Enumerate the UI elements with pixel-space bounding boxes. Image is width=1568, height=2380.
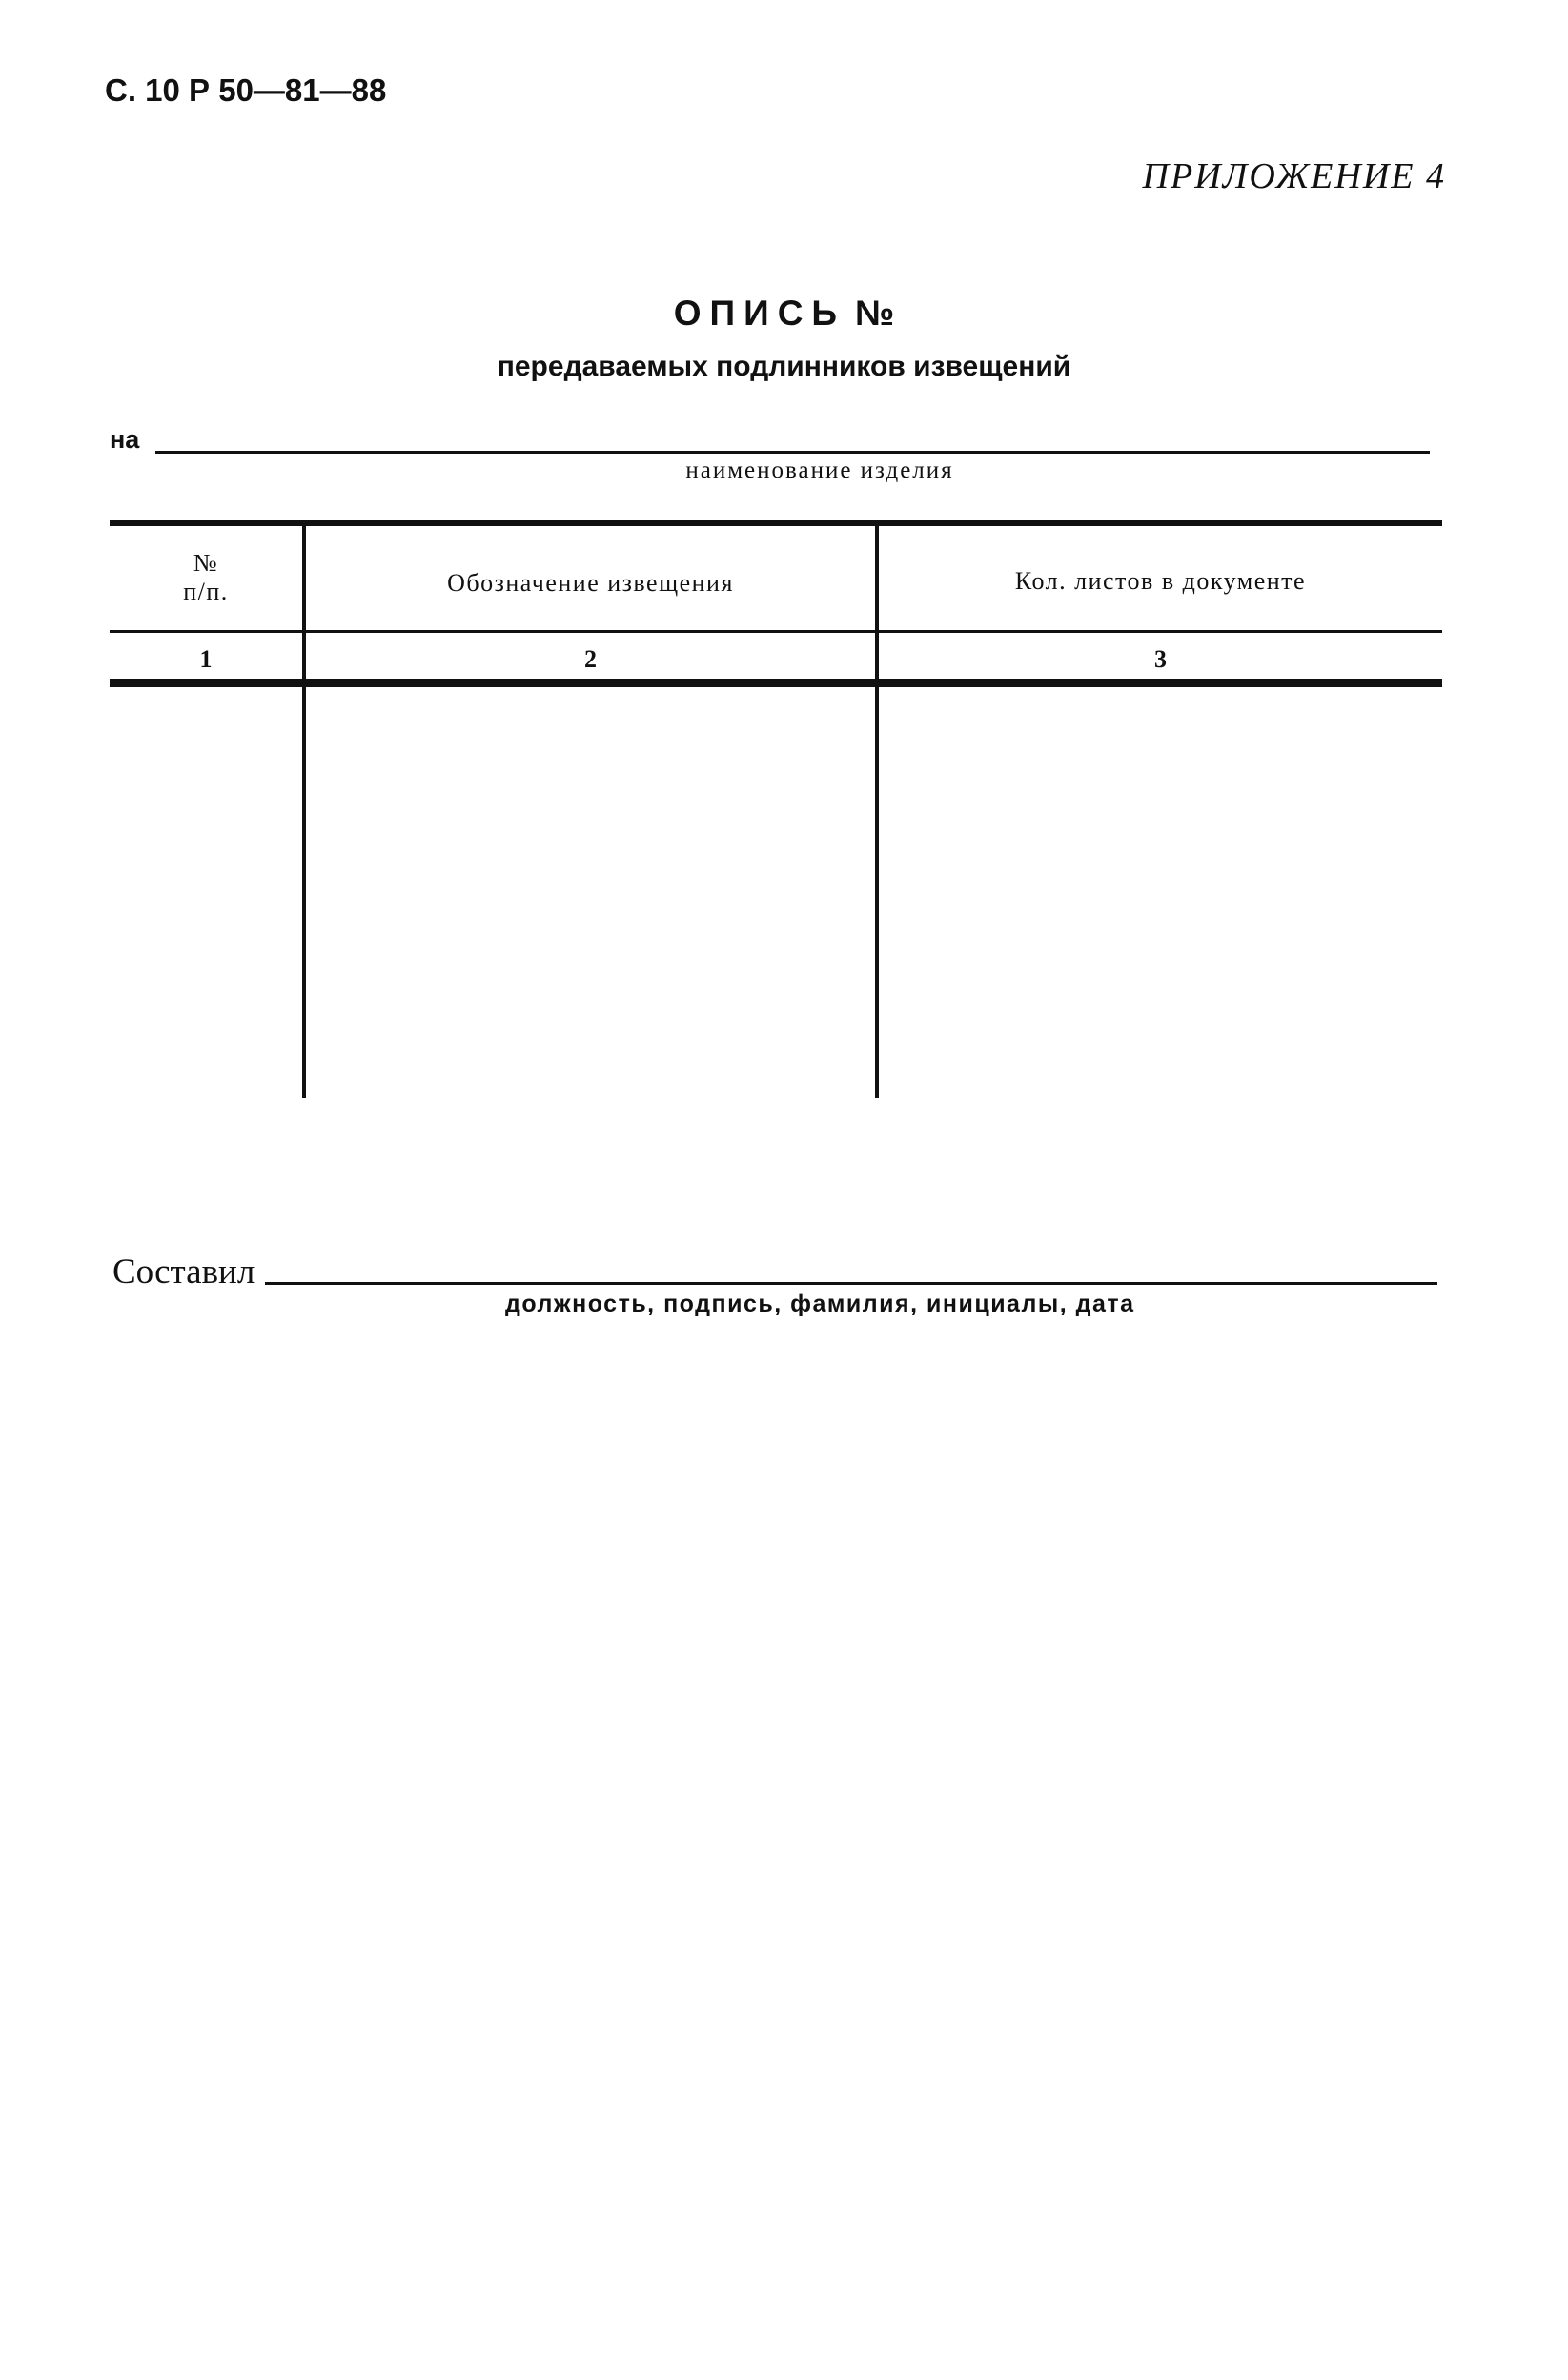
na-caption: наименование изделия — [685, 458, 954, 483]
appendix-label: ПРИЛОЖЕНИЕ 4 — [1142, 156, 1446, 196]
column-number-2: 2 — [584, 645, 597, 673]
form-title — [0, 294, 1568, 334]
form-title-text: ОПИСЬ — [673, 294, 846, 333]
table-vline-1 — [302, 526, 306, 1098]
header-number-abbr: п/п. — [183, 578, 229, 605]
column-number-1: 1 — [199, 645, 213, 673]
table-top-rule — [110, 520, 1442, 526]
na-underline — [155, 451, 1430, 454]
form-title-number-sign: № — [855, 294, 895, 333]
compiled-by-caption: должность, подпись, фамилия, инициалы, дата — [505, 1291, 1135, 1317]
column-numbers-bottom-rule — [110, 679, 1442, 687]
header-bottom-rule — [110, 630, 1442, 633]
header-cell-sheet-count: Кол. листов в документе — [1014, 567, 1307, 595]
running-head: С. 10 Р 50—81—88 — [105, 72, 387, 108]
column-number-3: 3 — [1154, 645, 1167, 673]
table-vline-2 — [875, 526, 879, 1098]
header-cell-number — [110, 549, 302, 606]
header-cell-notice-designation: Обозначение извещения — [447, 569, 734, 597]
na-label: на — [110, 425, 140, 454]
header-number-sign: № — [193, 549, 219, 577]
compiled-by-underline — [265, 1282, 1437, 1285]
compiled-by-label: Составил — [112, 1252, 255, 1292]
form-subtitle: передаваемых подлинников извещений — [497, 351, 1071, 382]
